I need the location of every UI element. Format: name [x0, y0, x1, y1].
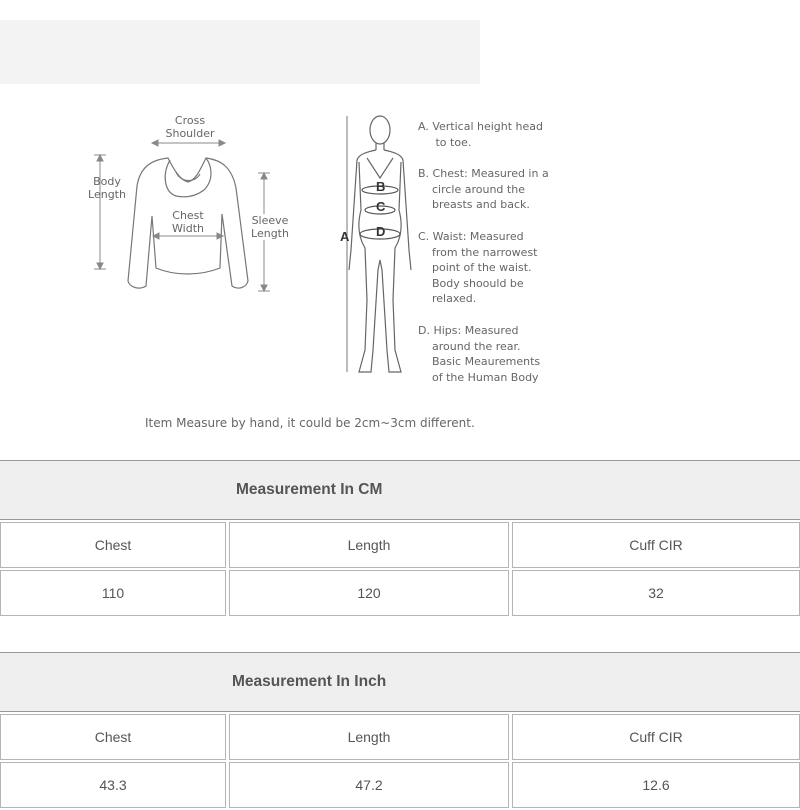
description-b: B. Chest: Measured in a circle around the breasts and back.	[418, 167, 549, 211]
value-cell-length: 47.2	[229, 762, 509, 808]
description-a: A. Vertical height head to toe.	[418, 120, 544, 149]
body-letter-c: C	[376, 199, 386, 214]
value-cell-chest: 110	[0, 570, 226, 616]
body-letter-d: D	[376, 224, 386, 239]
value-cell-cuff: 32	[512, 570, 800, 616]
table-title-row	[0, 652, 800, 712]
body-letter-b: B	[376, 179, 386, 194]
table-header-row	[0, 714, 800, 762]
chest-width-label: Chest Width	[164, 209, 212, 235]
header-cell-length: Length	[229, 522, 509, 568]
body-length-label: Body Length	[88, 175, 126, 201]
header-cell-chest: Chest	[0, 522, 226, 568]
header-cell-length: Length	[229, 714, 509, 760]
body-figure-diagram	[345, 110, 415, 380]
table-value-row	[0, 762, 800, 810]
value-cell-cuff: 12.6	[512, 762, 800, 808]
table-title-row	[0, 460, 800, 520]
top-banner-area	[0, 20, 480, 84]
body-letter-a: A	[340, 229, 350, 244]
value-cell-length: 120	[229, 570, 509, 616]
header-cell-chest: Chest	[0, 714, 226, 760]
header-cell-cuff: Cuff CIR	[512, 522, 800, 568]
sleeve-length-label: Sleeve Length	[247, 214, 293, 240]
table-header-row	[0, 522, 800, 570]
measurement-note: Item Measure by hand, it could be 2cm~3cm different.	[145, 416, 475, 430]
description-c: C. Waist: Measured from the narrowest point of the waist. Body shoould be relaxed.	[418, 230, 538, 305]
table-title: Measurement In CM	[236, 481, 383, 498]
table-value-row	[0, 570, 800, 618]
garment-diagram	[0, 96, 310, 306]
table-title: Measurement In Inch	[232, 673, 387, 690]
value-cell-chest: 43.3	[0, 762, 226, 808]
measurement-illustrations	[0, 96, 800, 416]
cross-shoulder-label: Cross Shoulder	[165, 114, 215, 140]
description-d: D. Hips: Measured around the rear. Basic Meaurements of the Human Body	[418, 324, 541, 384]
table-measurement-cm	[0, 460, 800, 618]
header-cell-cuff: Cuff CIR	[512, 714, 800, 760]
table-measurement-inch	[0, 652, 800, 810]
